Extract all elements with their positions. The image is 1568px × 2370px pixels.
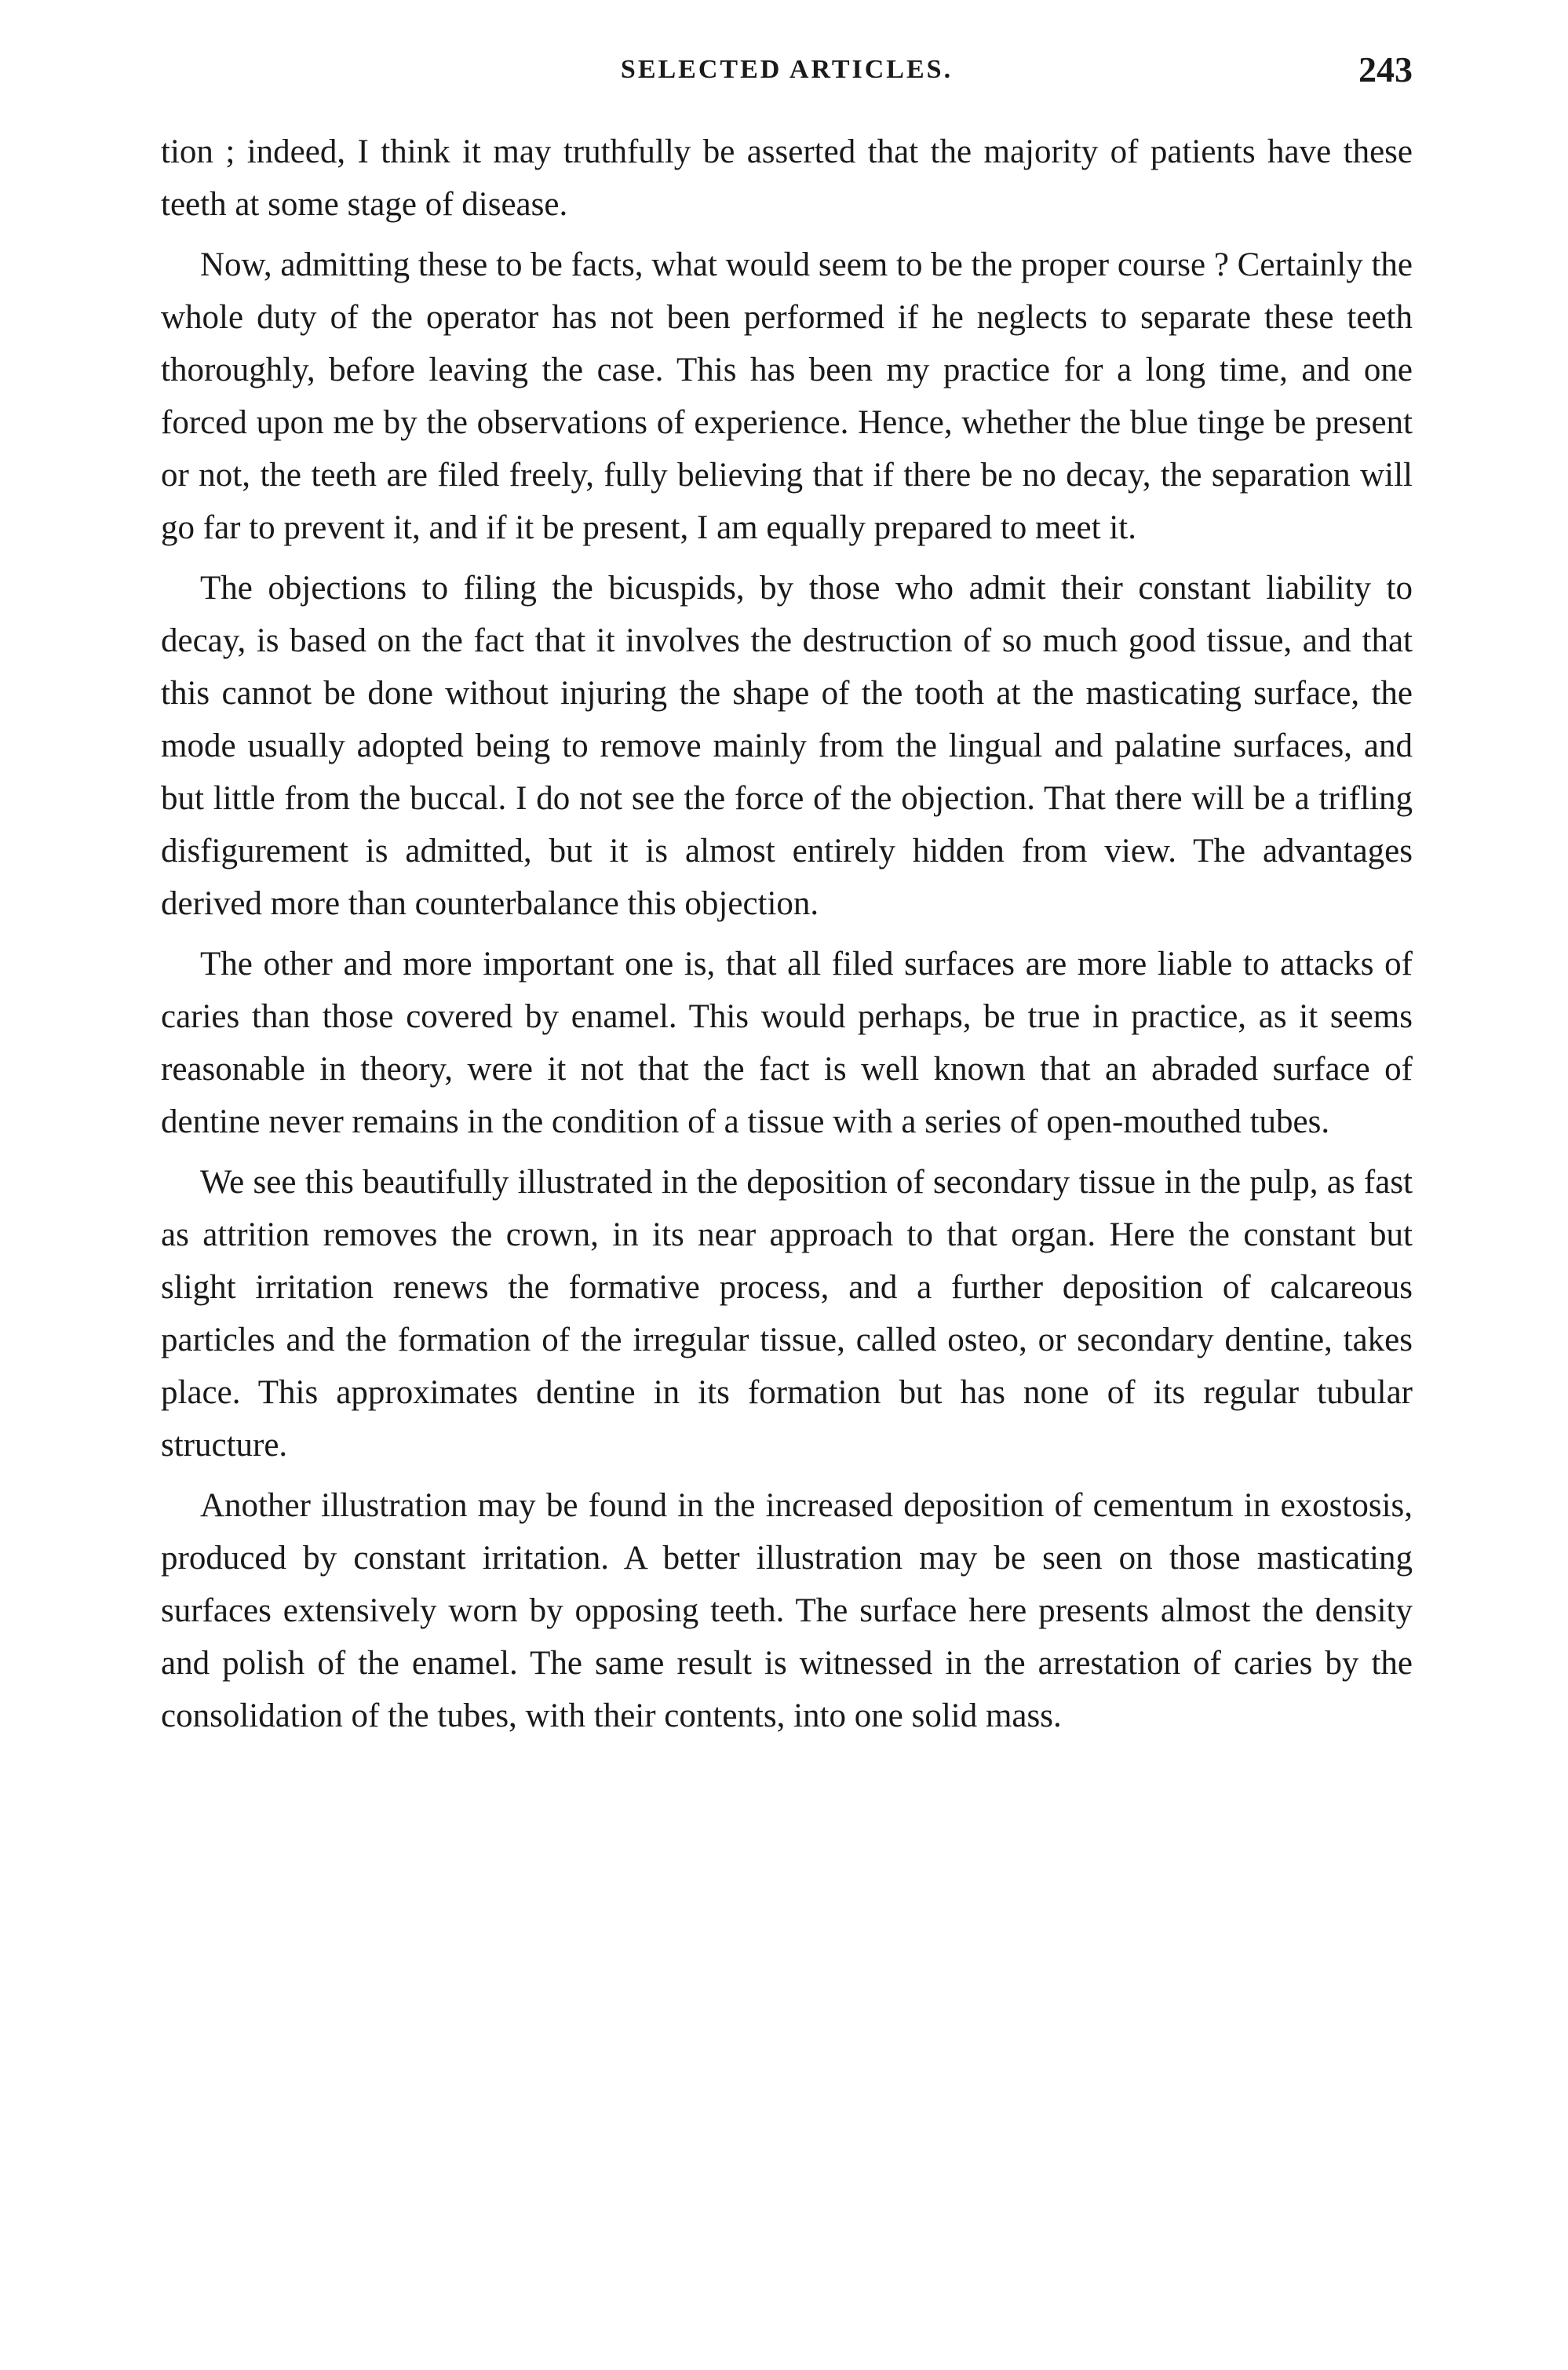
- document-page: [161, 47, 1413, 1750]
- page-number: 243: [1358, 49, 1413, 89]
- paragraph: Now, admitting these to be facts, what would seem to be the proper course ? Certainly the whole duty of the operator has not been performed if he neglects to separate these teeth thoroughly, before leaving the case. This has been my practice for a long time, and one forced upon me by the observations of experience. Hence, whether the blue tinge be present or not, the teeth are filed freely, fully believing that if there be no decay, the separation will go far to prevent it, and if it be present, I am equally prepared to meet it.: [161, 246, 1413, 546]
- paragraph: The objections to filing the bicuspids, by those who admit their constant liability to decay, is based on the fact that it involves the destruction of so much good tissue, and that this cannot be done without injuring the shape of the tooth at the masticating surface, the mode usually adopted being to remove mainly from the lingual and palatine surfaces, and but little from the buccal. I do not see the force of the objection. That there will be a trifling disfigurement is admitted, but it is almost entirely hidden from view. The advantages derived more than counterbalance this objection.: [161, 570, 1413, 922]
- paragraph: The other and more important one is, that all filed surfaces are more liable to attacks of caries than those covered by enamel. This would perhaps, be true in practice, as it seems reasonable in theory, were it not that the fact is well known that an abraded surface of dentine never remains in the condition of a tissue with a series of open-mouthed tubes.: [161, 946, 1413, 1140]
- paragraph-continuation: tion ; indeed, I think it may truthfully be asserted that the majority of patients have these teeth at some stage of disease.: [161, 133, 1413, 223]
- paragraph: We see this beautifully illustrated in the deposition of secondary tissue in the pulp, as fast as attrition removes the crown, in its near approach to that organ. Here the constant but slight irritation renews the formative process, and a further deposition of calcareous particles and the formation of the irregular tissue, called osteo, or secondary dentine, takes place. This approximates dentine in its formation but has none of its regular tubular structure.: [161, 1164, 1413, 1464]
- running-head: [161, 47, 1413, 110]
- running-head-title: SELECTED ARTICLES.: [620, 55, 954, 84]
- paragraph: Another illustration may be found in the increased deposition of cementum in exostosis, produced by constant irritation. A better illustration may be seen on those masticating surfaces extensively worn by opposing teeth. The surface here presents almost the density and polish of the enamel. The same result is witnessed in the arrestation of caries by the consolidation of the tubes, with their contents, into one solid mass.: [161, 1487, 1413, 1734]
- article-body: [161, 126, 1413, 1742]
